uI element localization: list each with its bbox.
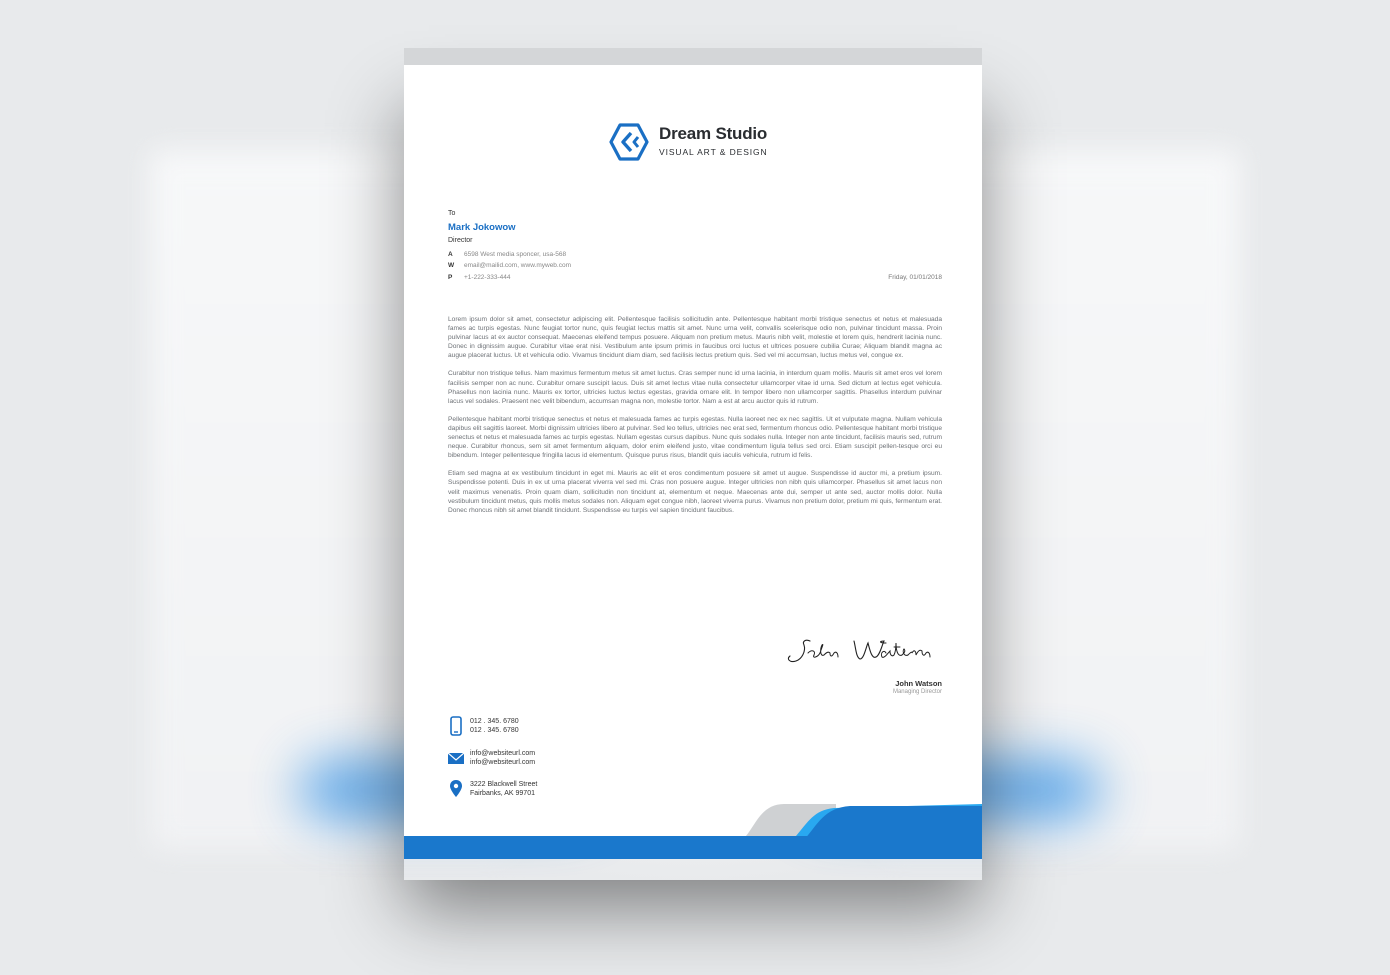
address-key: A xyxy=(448,251,453,258)
body-paragraph-3: Pellentesque habitant morbi tristique senectus et netus et malesuada fames ac turpis egestas. Nulla laoreet nec ex nec sagittis. Ut et vulputate magna. Nullam vehicula dapibus elit sagittis laoreet. Morbi dignissim ultricies libero at pulvinar. Sed leo tellus, ultricies nec erat sed, fermentum rhoncus odio. Pellentesque habitant morbi tristique senectus et netus et malesuada fames ac turpis egestas. Nullam egestas cursus dapibus. Nunc quis sodales nulla. Integer non ante tincidunt, facilisis mauris sed, rutrum neque. Curabitur rhoncus, sem sit amet fermentum aliquam, dolor enim eleifend justo, vitae condimentum ligula tellus sed orci. Etiam suscipit pellen-tesque orci eu bibendum. Integer pellentesque fringilla lacus id elementum. Quisque purus risus, blandit quis iaculis vehicula, rutrum id felis. xyxy=(448,415,942,460)
hexagon-logo-icon xyxy=(609,123,649,161)
to-label: To xyxy=(448,210,456,217)
web-row xyxy=(448,262,571,269)
phone-value: +1-222-333-444 xyxy=(464,274,511,281)
signatory-role: Managing Director xyxy=(892,689,942,695)
phone-line-1: 012 . 345. 6780 xyxy=(470,718,519,725)
web-value: email@mailid.com, www.myweb.com xyxy=(464,262,572,269)
map-pin-icon xyxy=(448,779,464,799)
brand-name: Dream Studio xyxy=(659,124,768,143)
body-paragraph-1: Lorem ipsum dolor sit amet, consectetur adipiscing elit. Pellentesque facilisis sollicitudin ante. Pellentesque habitant morbi tristique senectus et netus et malesuada fames ac turpis egestas. Nunc feugiat tortor nunc, quis feugiat lectus mattis sit amet. Nunc urna velit, convallis scelerisque odio non, pulvinar tincidunt massa. Proin pulvinar lacus at ex auctor consequat. Maecenas eleifend tempus posuere. Aliquam non pretium metus. Mauris nibh velit, molestie et lorem quis, hendrerit lacinia nunc. Donec in dignissim augue. Curabitur vitae erat nisi. Vestibulum ante ipsum primis in faucibus orci luctus et ultrices posuere cubilia Curae; Aliquam blandit magna ac augue placerat luctus. Ut et vehicula odio. Vivamus tincidunt diam diam, sed facilisis lectus pretium quis. Sed vel mi accumsan, luctus metus vel, congue ex. xyxy=(448,316,942,360)
contact-phone xyxy=(448,716,648,738)
handwritten-signature xyxy=(782,633,942,669)
contact-address xyxy=(448,779,648,801)
address-line-1: 3222 Blackwell Street xyxy=(470,781,538,788)
brand-tagline: VISUAL ART & DESIGN xyxy=(659,147,768,157)
footer-wave xyxy=(404,800,982,859)
address-value: 6598 West media sponcer, usa-568 xyxy=(464,251,567,258)
phone-icon xyxy=(448,716,464,736)
letter-body xyxy=(448,315,942,524)
email-line-1: info@websiteurl.com xyxy=(470,750,536,757)
envelope-icon xyxy=(448,748,464,768)
body-paragraph-2: Curabitur non tristique tellus. Nam maximus fermentum metus sit amet luctus. Cras semper nunc id urna lacinia, in interdum quam mollis. Mauris sit amet eros vel lorem facilisis semper non ac nunc. Curabitur ornare suscipit lacus. Duis sit amet lectus vitae nulla consectetur ullamcorper vitae id urna. Sed dictum at lectus eget vehicula. Phasellus non lacinia nunc. Mauris ex tortor, ultricies luctus lectus egestas, gravida ornare elit. In tempor libero non ullamcorper sagittis. Phasellus interdum pulvinar lacus vel sodales. Praesent nec velit bibendum, accumsan magna non, molestie tortor. Nam a est at arcu auctor quis id rutrum. xyxy=(448,370,942,405)
address-row xyxy=(448,251,566,258)
letter-date: Friday, 01/01/2018 xyxy=(888,274,942,281)
body-paragraph-4: Etiam sed magna at ex vestibulum tincidunt in eget mi. Mauris ac elit et eros condimentum posuere sit amet ut augue. Suspendisse id auctor mi, a pretium ipsum. Suspendisse potenti. Duis in ex ut urna placerat viverra vel sed mi. Cras non posuere augue. Integer ultricies non nibh quis ullamcorper. Phasellus sit amet lacus non velit maximus venenatis. Proin quam diam, sollicitudin non tincidunt at, elementum et neque. Maecenas ante dui, semper ut ante sed, auctor mollis dolor. Nulla vestibulum tincidunt metus, quis mollis metus sodales non. Aliquam eget congue nibh, laoreet viverra purus. Vivamus non pretium dolor, pretium mi quis, fermentum erat. Donec rhoncus nibh sit amet blandit tincidunt. Suspendisse eu turpis vel sapien tincidunt faucibus. xyxy=(448,470,942,514)
contact-email xyxy=(448,748,648,770)
email-line-2: info@websiteurl.com xyxy=(470,759,536,766)
signatory-name: John Watson xyxy=(895,679,942,688)
recipient-name: Mark Jokowow xyxy=(448,222,516,233)
phone-line-2: 012 . 345. 6780 xyxy=(470,727,519,734)
letterhead-sheet xyxy=(404,48,982,859)
address-line-2: Fairbanks, AK 99701 xyxy=(470,790,535,797)
phone-key: P xyxy=(448,274,453,281)
phone-row xyxy=(448,274,510,281)
web-key: W xyxy=(448,262,455,269)
recipient-title: Director xyxy=(448,237,473,244)
brand-logo xyxy=(609,123,789,163)
top-gray-bar xyxy=(404,48,982,65)
